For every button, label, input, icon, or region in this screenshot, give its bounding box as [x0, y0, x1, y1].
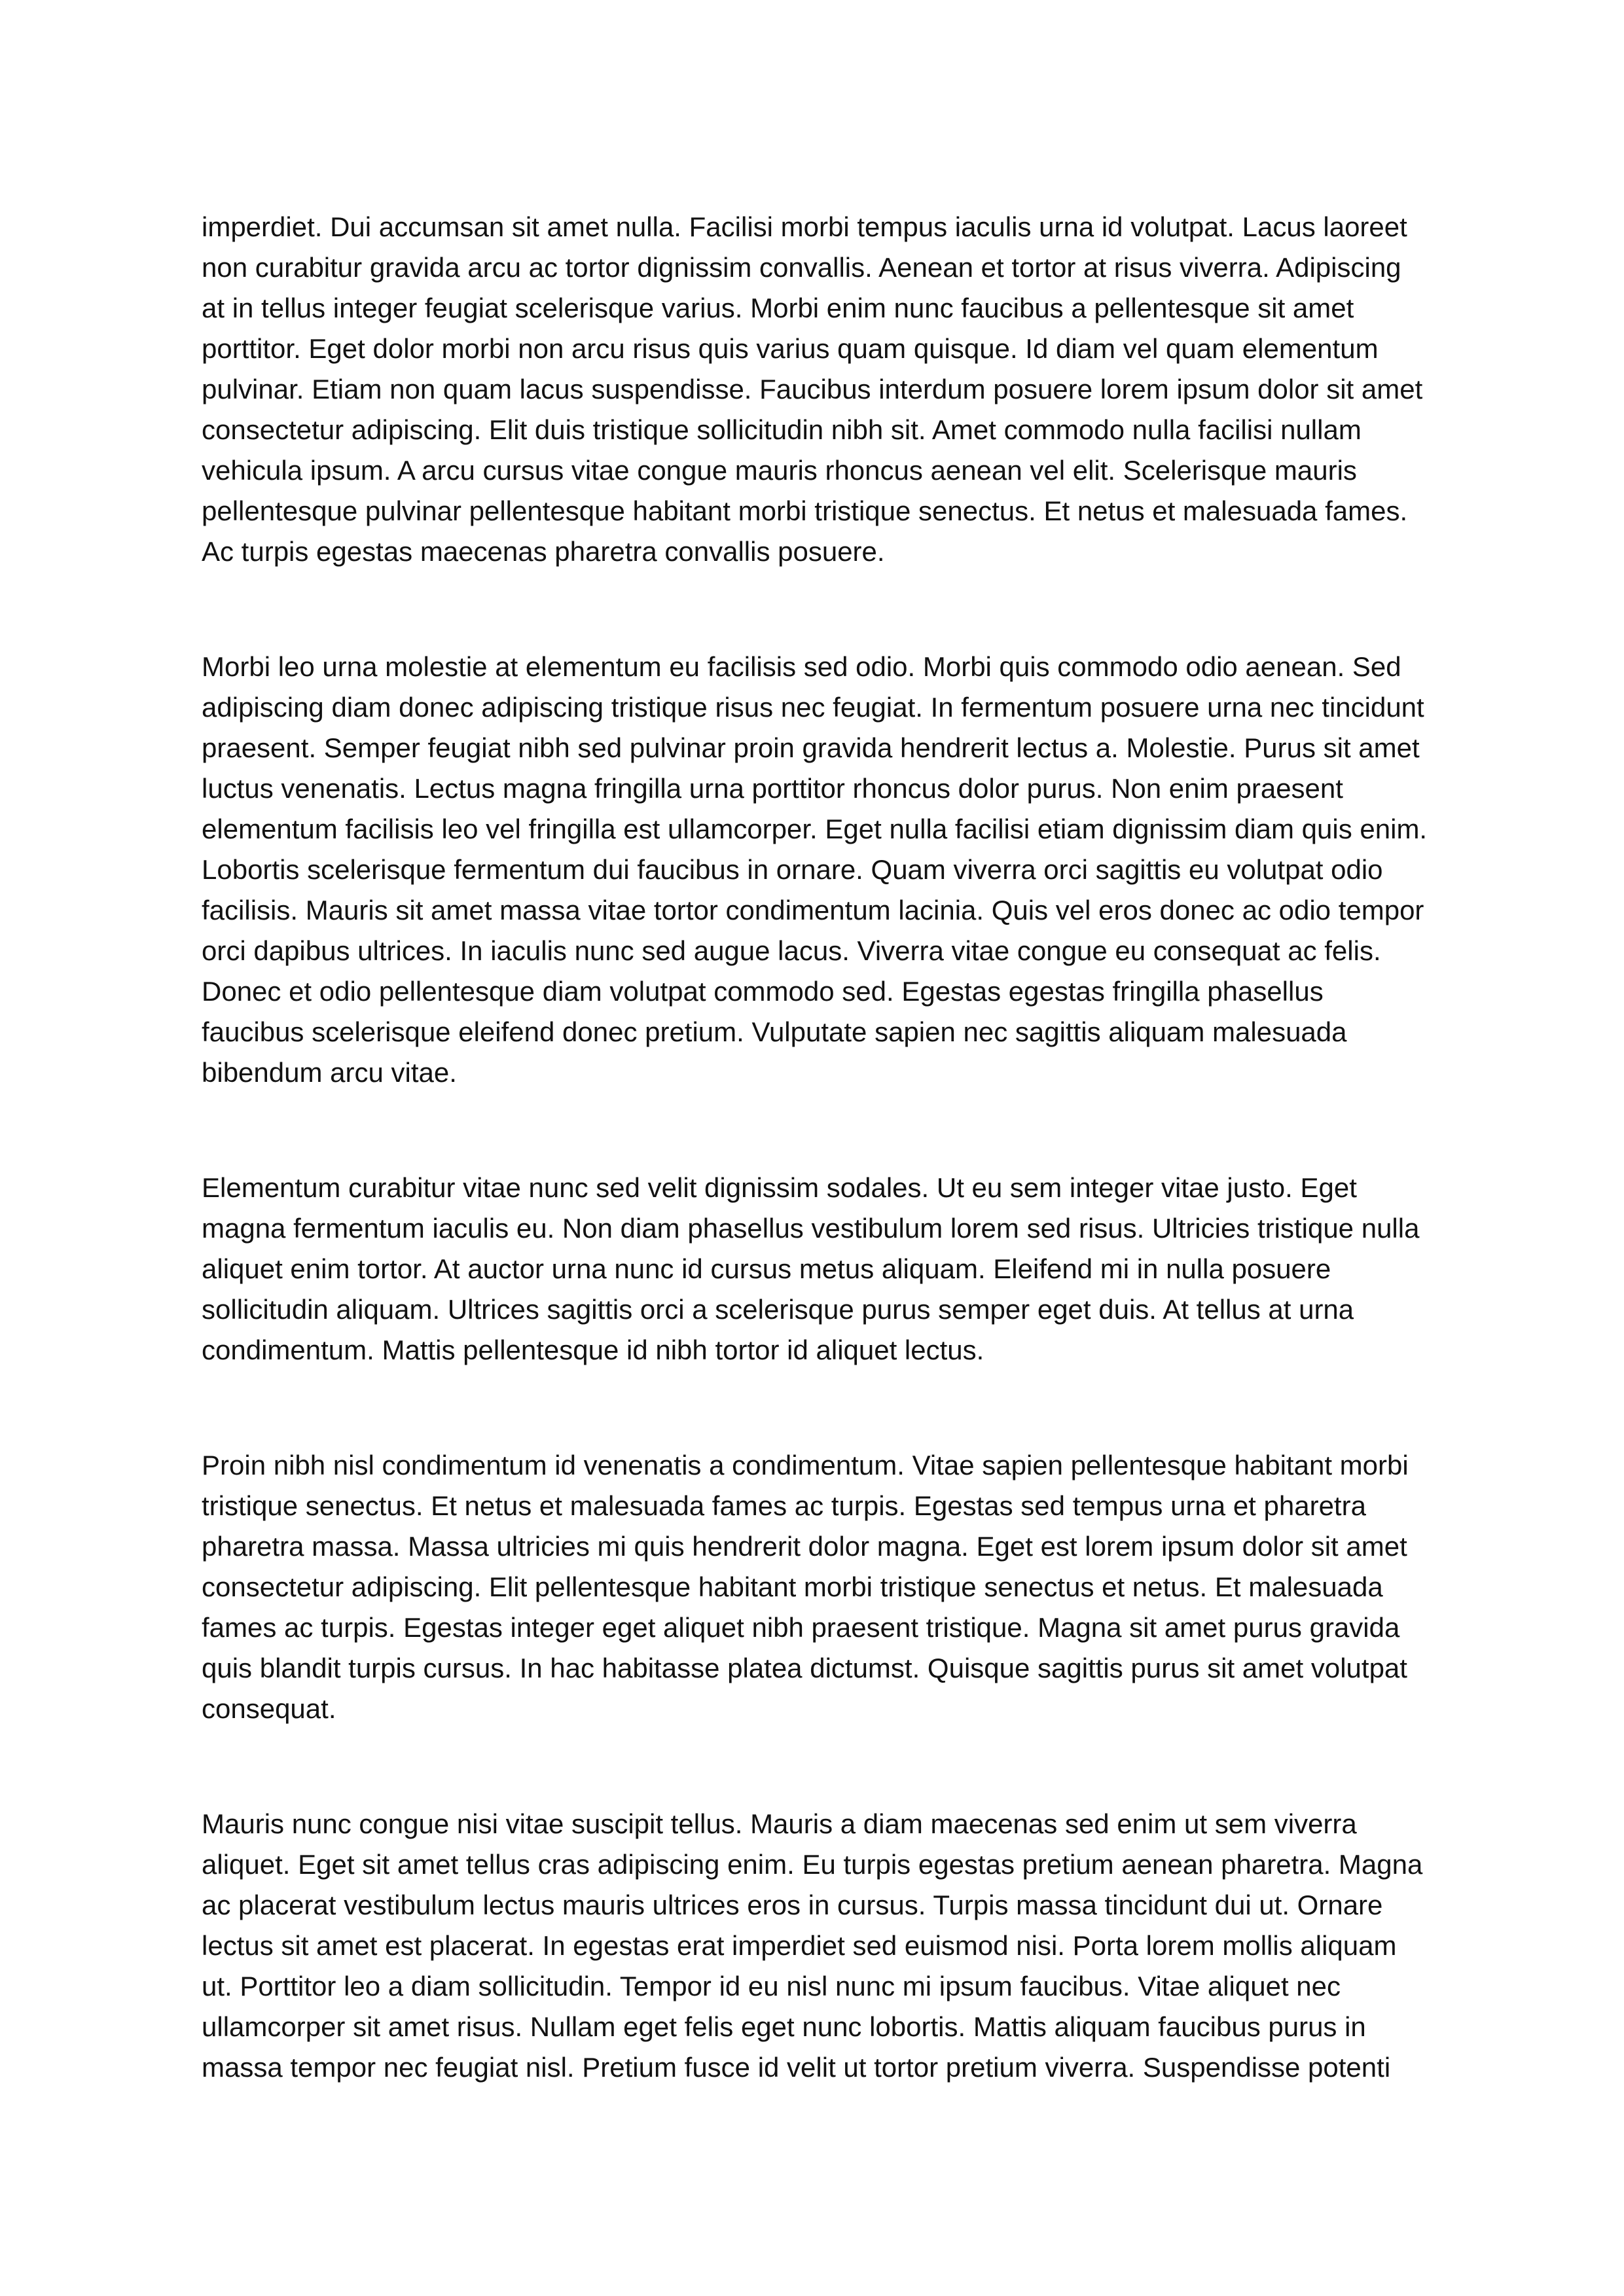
paragraph-1: imperdiet. Dui accumsan sit amet nulla. Facilisi morbi tempus iaculis urna id volutpat. Lacus laoreet non curabitur gravida arcu ac tortor dignissim convallis. Aenean et tortor at risus viverra. Adipiscing at in tellus integer feugiat scelerisque varius. Morbi enim nunc faucibus a pellentesque sit amet porttitor. Eget dolor morbi non arcu risus quis varius quam quisque. Id diam vel quam elementum pulvinar. Etiam non quam lacus suspendisse. Faucibus interdum posuere lorem ipsum dolor sit amet consectetur adipiscing. Elit duis tristique sollicitudin nibh sit. Amet commodo nulla facilisi nullam vehicula ipsum. A arcu cursus vitae congue mauris rhoncus aenean vel elit. Scelerisque mauris pellentesque pulvinar pellentesque habitant morbi tristique senectus. Et netus et malesuada fames. Ac turpis egestas maecenas pharetra convallis posuere. [202, 211, 1423, 567]
paragraph-5: Mauris nunc congue nisi vitae suscipit tellus. Mauris a diam maecenas sed enim ut sem viverra aliquet. Eget sit amet tellus cras adipiscing enim. Eu turpis egestas pretium aenean pharetra. Magna ac placerat vestibulum lectus mauris ultrices eros in cursus. Turpis massa tincidunt dui ut. Ornare lectus sit amet est placerat. In egestas erat imperdiet sed euismod nisi. Porta lorem mollis aliquam ut. Porttitor leo a diam sollicitudin. Tempor id eu nisl nunc mi ipsum faucibus. Vitae aliquet nec ullamcorper sit amet risus. Nullam eget felis eget nunc lobortis. Mattis aliquam faucibus purus in massa tempor nec feugiat nisl. Pretium fusce id velit ut tortor pretium viverra. Suspendisse potenti [202, 1808, 1423, 2083]
document-text-body [202, 207, 1430, 2088]
paragraph-4: Proin nibh nisl condimentum id venenatis a condimentum. Vitae sapien pellentesque habitant morbi tristique senectus. Et netus et malesuada fames ac turpis. Egestas sed tempus urna et pharetra pharetra massa. Massa ultricies mi quis hendrerit dolor magna. Eget est lorem ipsum dolor sit amet consectetur adipiscing. Elit pellentesque habitant morbi tristique senectus et netus. Et malesuada fames ac turpis. Egestas integer eget aliquet nibh praesent tristique. Magna sit amet purus gravida quis blandit turpis cursus. In hac habitasse platea dictumst. Quisque sagittis purus sit amet volutpat consequat. [202, 1450, 1409, 1724]
paragraph-2: Morbi leo urna molestie at elementum eu facilisis sed odio. Morbi quis commodo odio aenean. Sed adipiscing diam donec adipiscing tristique risus nec feugiat. In fermentum posuere urna nec tincidunt praesent. Semper feugiat nibh sed pulvinar proin gravida hendrerit lectus a. Molestie. Purus sit amet luctus venenatis. Lectus magna fringilla urna porttitor rhoncus dolor purus. Non enim praesent elementum facilisis leo vel fringilla est ullamcorper. Eget nulla facilisi etiam dignissim diam quis enim. Lobortis scelerisque fermentum dui faucibus in ornare. Quam viverra orci sagittis eu volutpat odio facilisis. Mauris sit amet massa vitae tortor condimentum lacinia. Quis vel eros donec ac odio tempor orci dapibus ultrices. In iaculis nunc sed augue lacus. Viverra vitae congue eu consequat ac felis. Donec et odio pellentesque diam volutpat commodo sed. Egestas egestas fringilla phasellus faucibus scelerisque eleifend donec pretium. Vulputate sapien nec sagittis aliquam malesuada bibendum arcu vitae. [202, 651, 1428, 1088]
paragraph-3: Elementum curabitur vitae nunc sed velit dignissim sodales. Ut eu sem integer vitae justo. Eget magna fermentum iaculis eu. Non diam phasellus vestibulum lorem sed risus. Ultricies tristique nulla aliquet enim tortor. At auctor urna nunc id cursus metus aliquam. Eleifend mi in nulla posuere sollicitudin aliquam. Ultrices sagittis orci a scelerisque purus semper eget duis. At tellus at urna condimentum. Mattis pellentesque id nibh tortor id aliquet lectus. [202, 1172, 1420, 1365]
